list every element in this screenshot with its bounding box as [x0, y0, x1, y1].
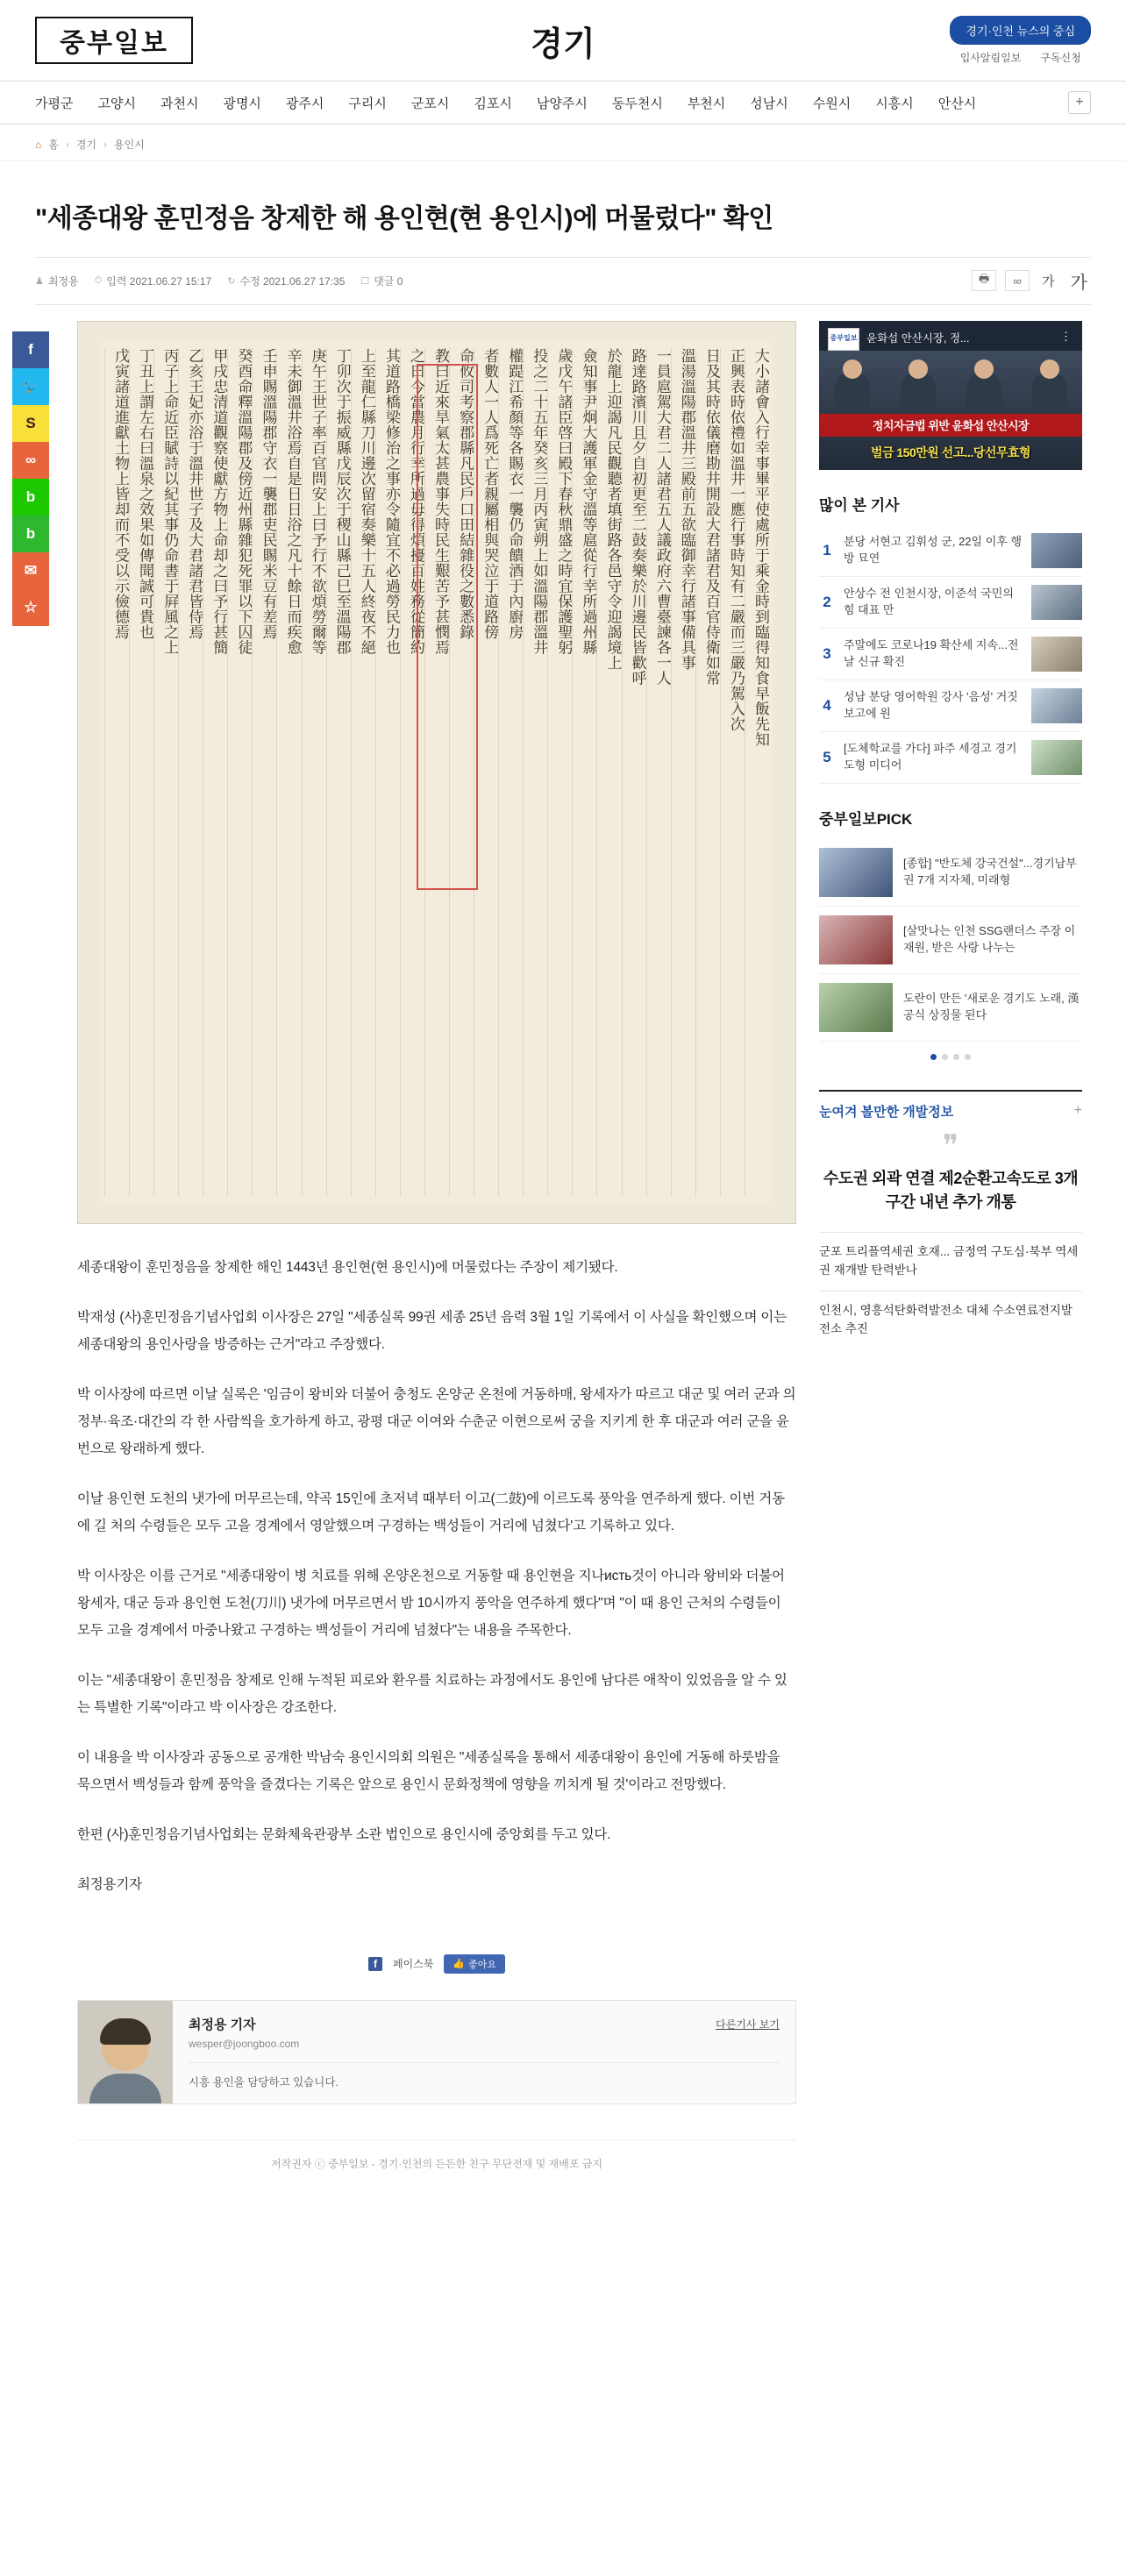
pick-title: [살맛나는 인천 SSG랜더스 주장 이재원, 받은 사랑 나누는 [903, 923, 1076, 954]
thumbs-up-icon: 👍 [453, 1959, 466, 1970]
list-item[interactable] [819, 577, 1082, 629]
article-paragraph: 이 내용을 박 이사장과 공동으로 공개한 박남숙 용인시의회 의원은 "세종실록을 통해서 세종대왕이 용인에 거동해 하룻밤을 묵으면서 백성들과 함께 풍악을 즐겼다는 기록은 앞으로 용인시 문화정책에 영향을 끼치게 될 것'이라고 전망했다. [77, 1749, 780, 1792]
refresh-icon: ↻ [227, 275, 236, 287]
link-copy-button[interactable]: ∞ [12, 442, 49, 479]
thumbnail [1031, 585, 1082, 620]
gnb-item-5[interactable]: 구리시 [348, 96, 387, 111]
article-title: "세종대왕 훈민정음 창제한 해 용인현(현 용인시)에 머물렀다" 확인 [35, 204, 773, 234]
dev-info-header [819, 1090, 1082, 1121]
pick-heading [819, 807, 1082, 829]
thumbnail [1031, 688, 1082, 723]
article-paragraph: 이날 용인현 도천의 냇가에 머무르는데, 약곡 15인에 초저녁 때부터 이고(二鼓)에 이르도록 풍악을 연주하게 했다. 이번 거동에 길 처의 수령들은 모두 고을 경계에서 영알했으며 구경하는 백성들이 거리에 넘쳤다'고 기록하고 있다. [77, 1491, 785, 1534]
list-item[interactable] [819, 732, 1082, 784]
person-icon: ♟ [35, 275, 44, 287]
pick-heading-main: 중부일보 [819, 810, 877, 828]
reporter-card [77, 2000, 796, 2104]
pick-heading-accent: PICK [876, 810, 913, 828]
rank-number: 2 [823, 593, 831, 610]
plus-icon[interactable]: + [1073, 1103, 1082, 1119]
dev-info-main-title[interactable]: 수도권 외곽 연결 제2순환고속도로 3개 구간 내년 추가 개통 [823, 1169, 1079, 1211]
dev-info-list [819, 1232, 1082, 1349]
link-icon[interactable]: ∞ [1005, 270, 1030, 291]
sns-share-row [77, 1954, 796, 1974]
twitter-share-button[interactable]: 🐦 [12, 368, 49, 405]
article-byline [35, 274, 79, 288]
font-decrease-button[interactable]: 가 [1042, 274, 1055, 289]
thumbnail [819, 915, 893, 964]
comment-icon: ☐ [360, 275, 370, 287]
rank-number: 1 [823, 541, 831, 559]
carousel-dot[interactable] [965, 1054, 971, 1060]
quote-icon: ❞ [942, 1128, 959, 1163]
article-paragraph: 한편 (사)훈민정음기념사업회는 문화체육관광부 소관 법인으로 용인시에 중앙회를 두고 있다. [77, 1826, 611, 1842]
pick-list [819, 839, 1082, 1042]
pick-title: 도란이 만든 '새로운 경기도 노래, 漢 공식 상징물 된다 [903, 991, 1080, 1021]
gnb-item-10[interactable]: 부천시 [687, 96, 726, 111]
breadcrumb-item-0[interactable]: 홈 [48, 139, 59, 151]
more-icon[interactable]: ⋮ [1060, 329, 1073, 343]
promo-link-0[interactable]: 입사알림일보 [959, 52, 1022, 64]
band-share-button[interactable]: b [12, 516, 49, 552]
article-body [77, 1254, 796, 1898]
article-signature: 최정용기자 [77, 1876, 142, 1892]
promo-button[interactable]: 경기·인천 뉴스의 중심 [950, 16, 1091, 45]
like-label: 좋아요 [468, 1959, 496, 1970]
most-read-list [819, 525, 1082, 784]
video-logo: 중부일보 [828, 328, 859, 351]
blog-share-button[interactable]: b [12, 479, 49, 516]
content-wrap [0, 321, 1126, 2206]
promo-links [950, 50, 1091, 65]
copyright-text: 저작권자 ⓒ 중부일보 - 경기·인천의 든든한 친구 무단전재 및 재배포 금지 [77, 2139, 796, 2206]
masthead [0, 0, 1126, 81]
site-logo[interactable] [35, 17, 193, 64]
reporter-info [173, 2001, 795, 2103]
video-title: 윤화섭 안산시장, 정... [866, 331, 970, 345]
font-increase-button[interactable]: 가 [1070, 273, 1087, 293]
article-published [95, 274, 212, 288]
gnb-list [35, 94, 976, 112]
gnb-item-6[interactable]: 군포시 [410, 96, 450, 111]
article-tools [972, 268, 1091, 294]
reporter-name: 최정용 기자 [189, 2017, 256, 2032]
rank-title: [도체학교를 가다] 파주 세경고 경기도형 미디어 [844, 741, 1017, 772]
video-scene [819, 351, 1082, 470]
historic-document-image [101, 341, 773, 1204]
rank-title: 주말에도 코로나19 확산세 지속...전날 신규 확진 [844, 637, 1019, 668]
facebook-share-button[interactable]: f [12, 331, 49, 368]
breadcrumb [0, 125, 1126, 161]
article-paragraph: 박 이사장은 이를 근거로 "세종대왕이 병 치료를 위해 온양온천으로 거동할 때 용인현을 지나исть것이 아니라 왕비와 더불어 왕세자, 대군 등과 용인현 도천(刀川) 냇가에 머무르면서 밤 10시까지 풍악을 연주하게 했다"며 "이 때 용인 근처의 수령들이 모두 고을 경계에서 마중나왔고 구경하는 백성들이 거리에 넘쳤다"는 내용을 주목한다. [77, 1568, 785, 1638]
home-icon[interactable]: ⌂ [35, 138, 42, 151]
article-paragraph: 박재성 (사)훈민정음기념사업회 이사장은 27일 "세종실록 99권 세종 25년 음력 3월 1일 기록에서 이 사실을 확인했으며 이는 세종대왕의 용인사랑을 방증하는 근거"라고 주장했다. [77, 1309, 787, 1352]
rank-number: 3 [823, 644, 831, 662]
article-figure[interactable] [77, 321, 796, 1224]
facebook-like-button[interactable] [444, 1954, 505, 1974]
gnb-item-2[interactable]: 과천시 [160, 96, 199, 111]
most-read-heading: 많이 본 기사 [819, 496, 900, 514]
gnb-item-14[interactable]: 안산시 [937, 96, 977, 111]
thumbnail [819, 848, 893, 897]
share-rail [12, 331, 49, 626]
avatar [78, 2001, 173, 2103]
list-item[interactable] [819, 839, 1082, 907]
carousel-dots [819, 1054, 1082, 1060]
breadcrumb-separator: › [65, 138, 69, 151]
gnb-item-9[interactable]: 동두천시 [611, 96, 663, 111]
thumbnail [1031, 637, 1082, 672]
carousel-dot[interactable] [953, 1054, 959, 1060]
article-paragraph: 박 이사장에 따르면 이날 실록은 '임금이 왕비와 더불어 충청도 온양군 온천에 거동하매, 왕세자가 따르고 대군 및 여러 군과 의정부·육조·대간의 각 한 사람씩을 호가하게 하고, 광평 대군 이여와 수춘군 이현으로써 궁을 지키게 한 후 대군과 여러 군을 윤번으로 왕래하게 했다. [77, 1386, 796, 1456]
article-byline-text: 최정용 [47, 274, 79, 288]
gnb-item-13[interactable]: 시흥시 [875, 96, 914, 111]
rank-title: 분당 서현고 김휘성 군, 22일 이후 행방 묘연 [844, 534, 1022, 565]
video-band-text: 정치자금법 위반 윤화섭 안산시장 [819, 414, 1082, 437]
gnb-item-3[interactable]: 광명시 [223, 96, 261, 111]
mail-share-button[interactable]: ✉ [12, 552, 49, 589]
article-head [0, 161, 1126, 305]
carousel-dot[interactable] [930, 1054, 937, 1060]
masthead-right [950, 16, 1091, 65]
article-published-text: 입력 2021.06.27 15:17 [106, 274, 212, 288]
document-columns: 大小諸會入行幸事畢平使處所于乘金時到臨得知食早飯先知 正興表時依禮如溫井一應行事時知有二嚴而三嚴乃駕入次 日及其時依儀磨勘井開設大君諸君及百官侍衛如常 溫湯溫陽郡溫井三殿前五欲臨御幸行諸事備具事 一員扈駕大君二人諸君五人議政府六曹臺諫各一人 路達路濱川且夕自初更至二鼓奏樂於川邊民皆歡呼 於龍上迎謁凡民觀聽者填街路各邑守令迎謁境上 僉知事尹炯大護軍金守溫等扈從行幸所過州縣 歲戊午諸臣啓曰殿下春秋鼎盛之時宜保護聖躬 投之二十五年癸亥三月丙寅朔上如溫陽郡溫井 權踶江希顏等各賜衣一襲仍命饋酒于內廚房 者數人一人爲死亡者親屬相與哭泣于道路傍 命攸司考察郡縣凡民戶口田結雜役之數悉錄 教曰近來旱氣太甚農事失時民生艱苦予甚憫焉 之曰今當農月行幸所過毋得煩擾百姓務從簡約 其道路橋梁修治之事亦令隨宜不必過勞民力也 上至龍仁縣刀川邊次留宿奏樂十五人終夜不絕 丁卯次于振威縣戊辰次于稷山縣己巳至溫陽郡 庚午王世子率百官問安上曰予行不欲煩勞爾等 辛未御溫井浴焉自是日日浴之凡十餘日而疾愈 壬申賜溫陽郡守衣一襲郡吏民賜米豆有差焉 癸酉命釋溫陽郡及傍近州縣雜犯死罪以下囚徒 甲戌忠清道觀察使獻方物上命却之曰予行甚簡 乙亥王妃亦浴于溫井世子及大君諸君皆侍焉 丙子上命近臣賦詩以紀其事仍命書于屛風之上 丁丑上謂左右曰溫泉之效果如傳聞誠可貴也 戊寅諸道進獻土物上皆却而不受以示儉德焉 [101, 341, 773, 1204]
pick-title: [종합] "반도체 강국건설"...경기남부권 7개 지자체, 미래형 [903, 856, 1077, 886]
breadcrumb-item-2[interactable]: 용인시 [114, 139, 145, 151]
facebook-icon: f [368, 1957, 382, 1971]
page-title: 경기 [531, 25, 595, 63]
article-paragraph: 세종대왕이 훈민정음을 창제한 해인 1443년 용인현(현 용인시)에 머물렀다는 주장이 제기됐다. [77, 1259, 618, 1275]
reporter-email[interactable]: wesper@joongboo.com [189, 2037, 300, 2050]
gnb-item-4[interactable]: 광주시 [285, 96, 324, 111]
dev-info-heading: 눈여겨 볼만한 개발정보 [819, 1104, 954, 1120]
article-updated-text: 수정 2021.06.27 17:35 [239, 274, 346, 288]
list-item[interactable] [819, 907, 1082, 974]
video-player[interactable] [819, 321, 1082, 470]
global-nav [0, 81, 1126, 125]
gnb-item-0[interactable]: 가평군 [35, 96, 74, 111]
rank-number: 5 [823, 748, 831, 765]
article-meta [35, 257, 1091, 305]
gnb-item-12[interactable]: 수원시 [812, 96, 852, 111]
gnb-item-1[interactable]: 고양시 [97, 96, 136, 111]
article-column [77, 321, 796, 2206]
rank-title: 성남 분당 영어학원 강사 '음성' 거짓 보고에 원 [844, 689, 1018, 720]
article-updated [227, 274, 345, 288]
promo-link-1[interactable]: 구독신청 [1040, 52, 1081, 64]
breadcrumb-item-1[interactable]: 경기 [75, 139, 97, 151]
thumbnail [1031, 533, 1082, 568]
breadcrumb-separator: › [103, 138, 108, 151]
list-item[interactable]: 군포 트리플역세권 호재... 금정역 구도심·북부 역세권 재개발 탄력받나 [819, 1232, 1082, 1291]
plus-icon[interactable]: + [1068, 91, 1091, 114]
list-item[interactable] [819, 974, 1082, 1042]
reporter-desc: 시흥 용인을 담당하고 있습니다. [189, 2062, 780, 2089]
scrap-button[interactable]: ☆ [12, 589, 49, 626]
list-item[interactable] [819, 629, 1082, 680]
print-icon[interactable]: 🖶 [972, 270, 996, 291]
carousel-dot[interactable] [942, 1054, 948, 1060]
gnb-item-7[interactable]: 김포시 [474, 96, 512, 111]
facebook-label[interactable]: 페이스북 [393, 1958, 434, 1971]
article-comments[interactable] [360, 274, 403, 288]
gnb-item-11[interactable]: 성남시 [750, 96, 788, 111]
video-caption: 벌금 150만원 선고...당선무효형 [870, 445, 1031, 459]
thumbnail [819, 983, 893, 1032]
rank-number: 4 [823, 696, 831, 714]
site-logo-text: 중부일보 [60, 29, 168, 58]
list-item[interactable] [819, 525, 1082, 577]
list-item[interactable] [819, 680, 1082, 732]
list-item[interactable]: 인천시, 영흥석탄화력발전소 대체 수소연료전지발전소 추진 [819, 1291, 1082, 1349]
article-comments-text: 댓글 0 [374, 274, 403, 288]
clock-icon: ⏱ [94, 274, 103, 286]
kakaostory-share-button[interactable]: S [12, 405, 49, 442]
reporter-more-link[interactable]: 다른기사 보기 [716, 2017, 780, 2031]
sidebar [819, 321, 1082, 2206]
article-paragraph: 이는 "세종대왕이 훈민정음 창제로 인해 누적된 피로와 환우를 치료하는 과정에서도 용인에 남다른 애착이 있었음을 알 수 있는 특별한 기록"이라고 박 이사장은 강조한다. [77, 1672, 787, 1715]
gnb-item-8[interactable]: 남양주시 [536, 96, 588, 111]
rank-title: 안상수 전 인천시장, 이준석 국민의힘 대표 만 [844, 586, 1014, 616]
thumbnail [1031, 740, 1082, 775]
